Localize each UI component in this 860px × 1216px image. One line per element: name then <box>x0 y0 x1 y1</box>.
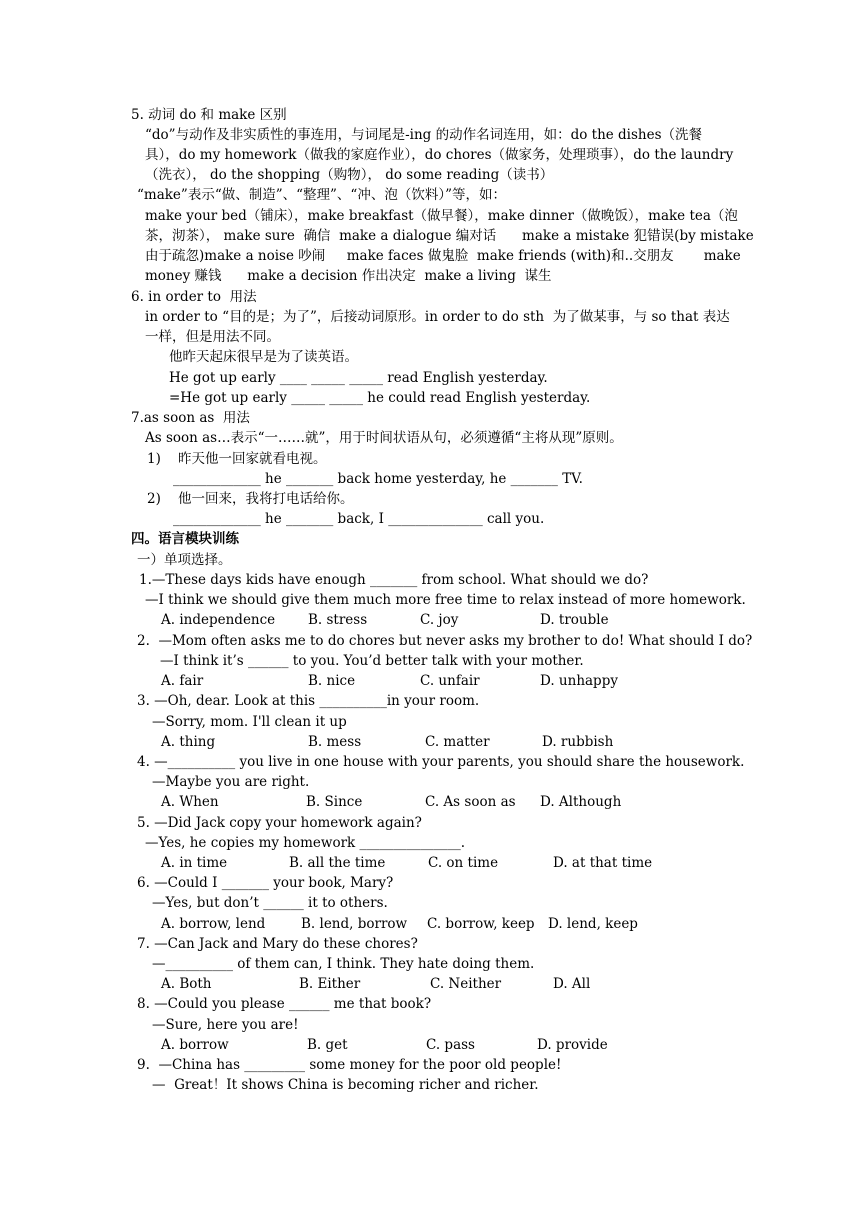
option-d[interactable]: D. lend, keep <box>548 916 638 932</box>
option-a[interactable]: A. Both <box>161 976 212 992</box>
question-2-reply: —I think it’s ______ to you. You’d better talk with your mother. <box>160 653 584 669</box>
exercise-2-chinese: 2) 他一回来，我将打电话给你。 <box>147 491 354 507</box>
option-a[interactable]: A. in time <box>161 855 228 871</box>
example-sentence-1: He got up early ____ _____ _____ read English yesterday. <box>169 370 548 386</box>
option-a[interactable]: A. thing <box>161 734 216 750</box>
make-line-3: 由于疏忽)make a noise 吵闹 make faces 做鬼脸 make friends (with)和..交朋友 make <box>145 248 741 264</box>
do-rule-line-3: （洗衣）， do the shopping（购物）， do some reading（读书） <box>145 167 554 183</box>
question-6: 6. —Could I _______ your book, Mary? <box>137 875 394 891</box>
option-a[interactable]: A. borrow, lend <box>161 916 266 932</box>
option-b[interactable]: B. nice <box>308 673 356 689</box>
in-order-to-line-1: in order to “目的是；为了”，后接动词原形。in order to do sth 为了做某事，与 so that 表达 <box>145 309 730 325</box>
option-d[interactable]: D. rubbish <box>542 734 614 750</box>
option-b[interactable]: B. Either <box>299 976 361 992</box>
question-1-options <box>0 610 609 630</box>
option-c[interactable]: C. unfair <box>420 673 480 689</box>
question-8: 8. —Could you please ______ me that book? <box>137 996 432 1012</box>
multiple-choice-subheading: 一）单项选择。 <box>137 552 232 568</box>
option-c[interactable]: C. joy <box>420 612 459 628</box>
example-sentence-2: =He got up early _____ _____ he could read English yesterday. <box>169 390 591 406</box>
do-rule-line-2: 具），do my homework（做我的家庭作业），do chores（做家务，处理琐事），do the laundry <box>145 147 734 163</box>
question-6-reply: —Yes, but don’t ______ it to others. <box>152 895 388 911</box>
option-d[interactable]: D. All <box>553 976 591 992</box>
exercise-1-english: _____________ he _______ back home yesterday, he _______ TV. <box>173 471 583 487</box>
make-line-4: money 赚钱 make a decision 作出决定 make a living 谋生 <box>145 268 552 284</box>
question-3: 3. —Oh, dear. Look at this __________in your room. <box>137 693 480 709</box>
do-rule-line-1: “do”与动作及非实质性的事连用，与词尾是-ing 的动作名词连用，如：do the dishes（洗餐 <box>145 127 703 143</box>
option-c[interactable]: C. on time <box>428 855 499 871</box>
option-c[interactable]: C. pass <box>426 1037 475 1053</box>
option-c[interactable]: C. Neither <box>430 976 502 992</box>
option-c[interactable]: C. matter <box>425 734 490 750</box>
option-d[interactable]: D. provide <box>537 1037 608 1053</box>
option-b[interactable]: B. get <box>307 1037 348 1053</box>
section-4-heading: 四。语言模块训练 <box>131 531 239 547</box>
exercise-2-english: _____________ he _______ back, I ______________ call you. <box>173 511 545 527</box>
question-5: 5. —Did Jack copy your homework again? <box>137 815 422 831</box>
question-7-options <box>0 974 591 994</box>
option-a[interactable]: A. When <box>161 794 219 810</box>
option-b[interactable]: B. Since <box>306 794 363 810</box>
question-9-reply: — Great！It shows China is becoming richer and richer. <box>152 1077 539 1093</box>
question-8-options <box>0 1035 608 1055</box>
option-b[interactable]: B. stress <box>308 612 368 628</box>
question-1: 1.—These days kids have enough _______ from school. What should we do? <box>139 572 649 588</box>
question-4-reply: —Maybe you are right. <box>152 774 310 790</box>
option-b[interactable]: B. all the time <box>289 855 386 871</box>
make-line-1: make your bed（铺床），make breakfast（做早餐），make dinner（做晚饭），make tea（泡 <box>145 208 738 224</box>
option-d[interactable]: D. trouble <box>540 612 609 628</box>
question-2: 2. —Mom often asks me to do chores but never asks my brother to do! What should I do? <box>137 633 753 649</box>
question-2-options <box>0 671 618 691</box>
section-5-title: 5. 动词 do 和 make 区别 <box>131 107 287 123</box>
in-order-to-line-2: 一样，但是用法不同。 <box>145 329 280 345</box>
question-9: 9. —China has _________ some money for the poor old people! <box>137 1057 562 1073</box>
question-7: 7. —Can Jack and Mary do these chores? <box>137 936 418 952</box>
question-7-reply: —__________ of them can, I think. They hate doing them. <box>152 956 535 972</box>
question-4: 4. —__________ you live in one house with your parents, you should share the housework. <box>137 754 745 770</box>
question-8-reply: —Sure, here you are! <box>152 1017 299 1033</box>
question-6-options <box>0 914 638 934</box>
option-b[interactable]: B. mess <box>308 734 362 750</box>
option-d[interactable]: D. Although <box>540 794 622 810</box>
example-chinese: 他昨天起床很早是为了读英语。 <box>169 349 358 365</box>
option-b[interactable]: B. lend, borrow <box>301 916 408 932</box>
exercise-1-chinese: 1) 昨天他一回家就看电视。 <box>147 451 327 467</box>
section-6-title: 6. in order to 用法 <box>131 289 257 305</box>
as-soon-as-rule: As soon as…表示“一……就”，用于时间状语从句，必须遵循“主将从现”原则。 <box>145 430 623 446</box>
option-c[interactable]: C. borrow, keep <box>427 916 535 932</box>
question-5-options <box>0 853 653 873</box>
make-intro: “make”表示“做、制造”、“整理”、“冲、泡（饮料）”等，如： <box>137 187 506 203</box>
question-3-options <box>0 732 614 752</box>
question-5-reply: —Yes, he copies my homework _______________. <box>145 835 466 851</box>
section-7-title: 7.as soon as 用法 <box>131 410 250 426</box>
question-1-reply: —I think we should give them much more free time to relax instead of more homework. <box>145 592 746 608</box>
option-d[interactable]: D. at that time <box>553 855 653 871</box>
option-d[interactable]: D. unhappy <box>540 673 618 689</box>
question-4-options <box>0 792 622 812</box>
make-line-2: 茶，沏茶）， make sure 确信 make a dialogue 编对话 make a mistake 犯错误(by mistake <box>145 228 754 244</box>
question-3-reply: —Sorry, mom. I'll clean it up <box>152 714 347 730</box>
option-a[interactable]: A. independence <box>161 612 276 628</box>
option-a[interactable]: A. fair <box>161 673 204 689</box>
option-a[interactable]: A. borrow <box>161 1037 229 1053</box>
option-c[interactable]: C. As soon as <box>425 794 516 810</box>
